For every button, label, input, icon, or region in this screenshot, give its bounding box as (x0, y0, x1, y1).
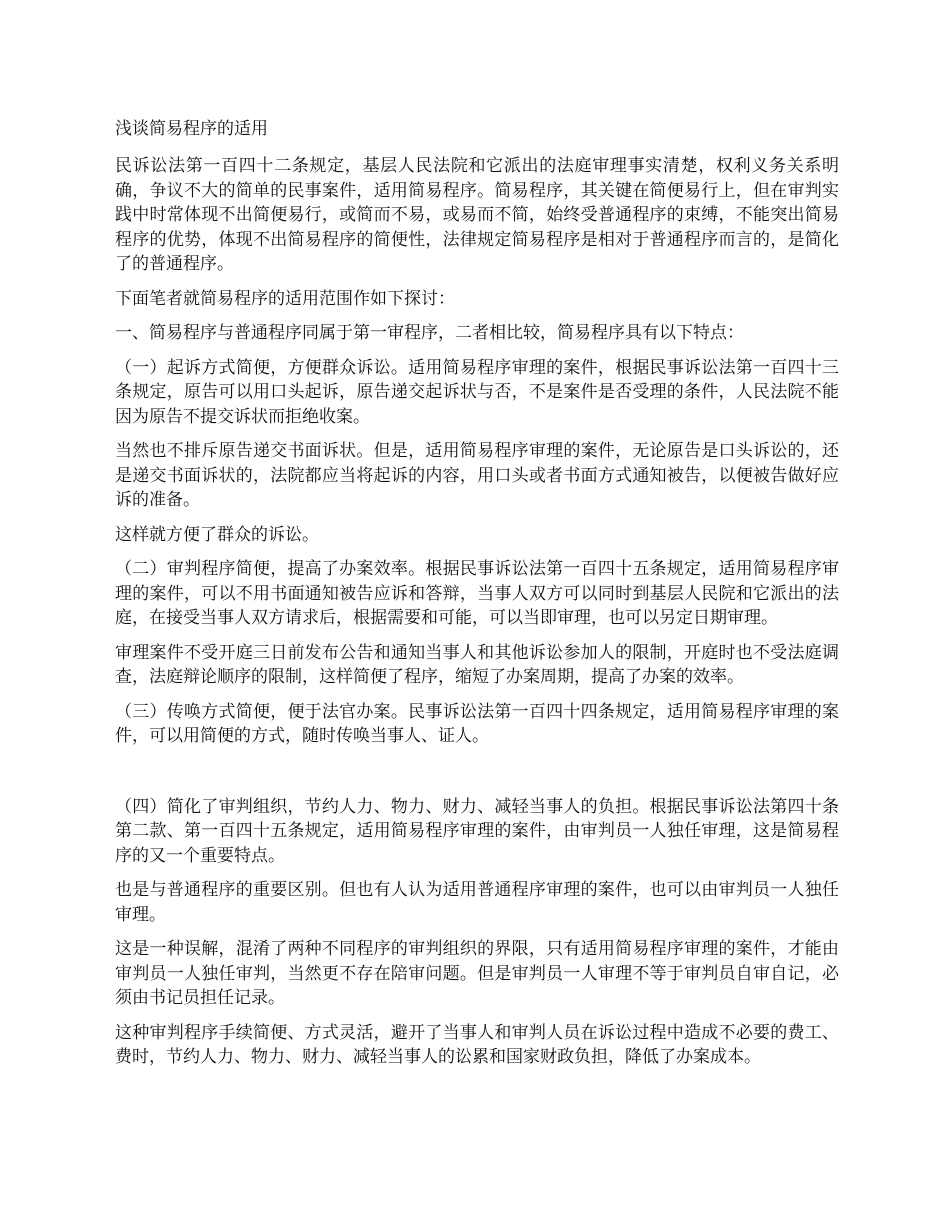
paragraph: （四）简化了审判组织，节约人力、物力、财力、减轻当事人的负担。根据民事诉讼法第四十条第二款、第一百四十五条规定，适用简易程序审理的案件，由审判员一人独任审理，这是简易程序的又一个重要特点。 (115, 796, 839, 866)
paragraph: 下面笔者就简易程序的适用范围作如下探讨： (115, 288, 455, 309)
paragraph: 这样就方便了群众的诉讼。 (115, 524, 319, 545)
paragraph: 一、简易程序与普通程序同属于第一审程序，二者相比较，简易程序具有以下特点： (115, 323, 744, 343)
document-title: 浅谈简易程序的适用 (115, 119, 268, 139)
paragraph: （一）起诉方式简便，方便群众诉讼。适用简易程序审理的案件，根据民事诉讼法第一百四十三条规定，原告可以用口头起诉，原告递交起诉状与否，不是案件是否受理的条件，人民法院不能因为原告不提交诉状而拒绝收案。 (115, 357, 839, 427)
document-page (115, 118, 839, 1080)
paragraph: 民诉讼法第一百四十二条规定，基层人民法院和它派出的法庭审理事实清楚，权利义务关系明确，争议不大的简单的民事案件，适用简易程序。简易程序，其关键在简便易行上，但在审判实践中时常体现不出简便易行，或简而不易，或易而不简，始终受普通程序的束缚，不能突出简易程序的优势，体现不出简易程序的简便性，法律规定简易程序是相对于普通程序而言的，是简化了的普通程序。 (115, 156, 839, 274)
paragraph: （二）审判程序简便，提高了办案效率。根据民事诉讼法第一百四十五条规定，适用简易程序审理的案件，可以不用书面通知被告应诉和答辩，当事人双方可以同时到基层人民院和它派出的法庭，在接受当事人双方请求后，根据需要和可能，可以当即审理，也可以另定日期审理。 (115, 559, 839, 628)
paragraph: 当然也不排斥原告递交书面诉状。但是，适用简易程序审理的案件，无论原告是口头诉讼的，还是递交书面诉状的，法院都应当将起诉的内容，用口头或者书面方式通知被告，以便被告做好应诉的准备。 (115, 441, 839, 510)
paragraph: 这是一种误解，混淆了两种不同程序的审判组织的界限，只有适用简易程序审理的案件，才能由审判员一人独任审判，当然更不存在陪审问题。但是审判员一人审理不等于审判员自审自记，必须由书记员担任记录。 (115, 939, 839, 1008)
paragraph: （三）传唤方式简便，便于法官办案。民事诉讼法第一百四十四条规定，适用简易程序审理的案件，可以用简便的方式，随时传唤当事人、证人。 (115, 701, 839, 746)
paragraph: 审理案件不受开庭三日前发布公告和通知当事人和其他诉讼参加人的限制，开庭时也不受法庭调查，法庭辩论顺序的限制，这样简便了程序，缩短了办案周期，提高了办案的效率。 (115, 642, 839, 687)
paragraph: 也是与普通程序的重要区别。但也有人认为适用普通程序审理的案件，也可以由审判员一人独任审理。 (115, 880, 839, 925)
paragraph: 这种审判程序手续简便、方式灵活，避开了当事人和审判人员在诉讼过程中造成不必要的费工、费时，节约人力、物力、财力、减轻当事人的讼累和国家财政负担，降低了办案成本。 (115, 1022, 839, 1067)
paragraph-spacer (115, 759, 839, 795)
